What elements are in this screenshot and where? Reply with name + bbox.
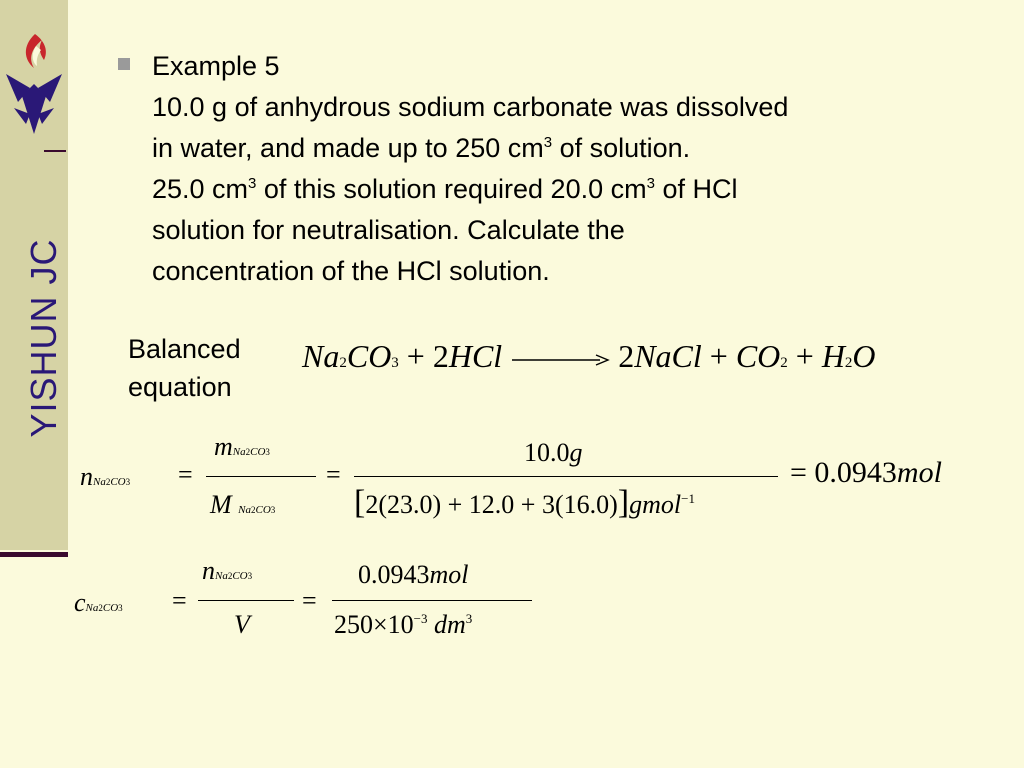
example-title: Example 5 (152, 51, 280, 81)
fraction-bar (198, 600, 294, 601)
reaction-arrow-icon (510, 350, 610, 370)
square-bullet-icon (118, 58, 130, 70)
fraction-bar (354, 476, 778, 477)
moles-value: 0.0943mol (358, 560, 469, 589)
problem-statement (152, 46, 982, 292)
problem-line: 25.0 $cm^3$ of this solution required 20.0 $cm^3$ of HCl (152, 174, 738, 204)
problem-line: 10.0 g of anhydrous sodium carbonate was dissolved (152, 92, 789, 122)
equals-sign: = (172, 586, 187, 615)
sidebar-divider (0, 552, 68, 557)
equals-sign: = (302, 586, 317, 615)
mass-numerator: mNa2CO3 (214, 432, 270, 461)
school-logo-icon (0, 30, 68, 158)
moles-result: = 0.0943mol (790, 456, 942, 489)
fraction-bar (206, 476, 316, 477)
problem-line: concentration of the HCl solution. (152, 256, 550, 286)
fraction-bar (332, 600, 532, 601)
mass-value: 10.0g (524, 438, 583, 467)
problem-line: in water, and made up to 250 $cm^3$ of solution. (152, 133, 691, 163)
balanced-equation: Na2CO3 + 2HCl 2NaCl + CO2 + H2O (302, 338, 876, 374)
sidebar (0, 0, 68, 550)
balanced-equation-label: Balanced equation (128, 334, 241, 402)
volume-symbol: V (234, 610, 250, 639)
equals-sign: = (178, 460, 193, 489)
molar-mass-denominator: M Na2CO3 (210, 490, 276, 519)
problem-line: solution for neutralisation. Calculate the (152, 215, 625, 245)
equals-sign: = (326, 460, 341, 489)
school-name: YISHUN JC (23, 238, 64, 438)
volume-value: $250\times 10^{-3}$ $dm^3$ (334, 610, 473, 639)
molar-mass-value: [2(23.0) + 12.0 + 3(16.0)]gmol$^{-1}$ (354, 484, 695, 521)
moles-numerator: nNa2CO3 (202, 556, 253, 585)
concentration-lhs: cNa2CO3 (74, 588, 123, 617)
moles-lhs: nNa2CO3 (80, 462, 131, 491)
